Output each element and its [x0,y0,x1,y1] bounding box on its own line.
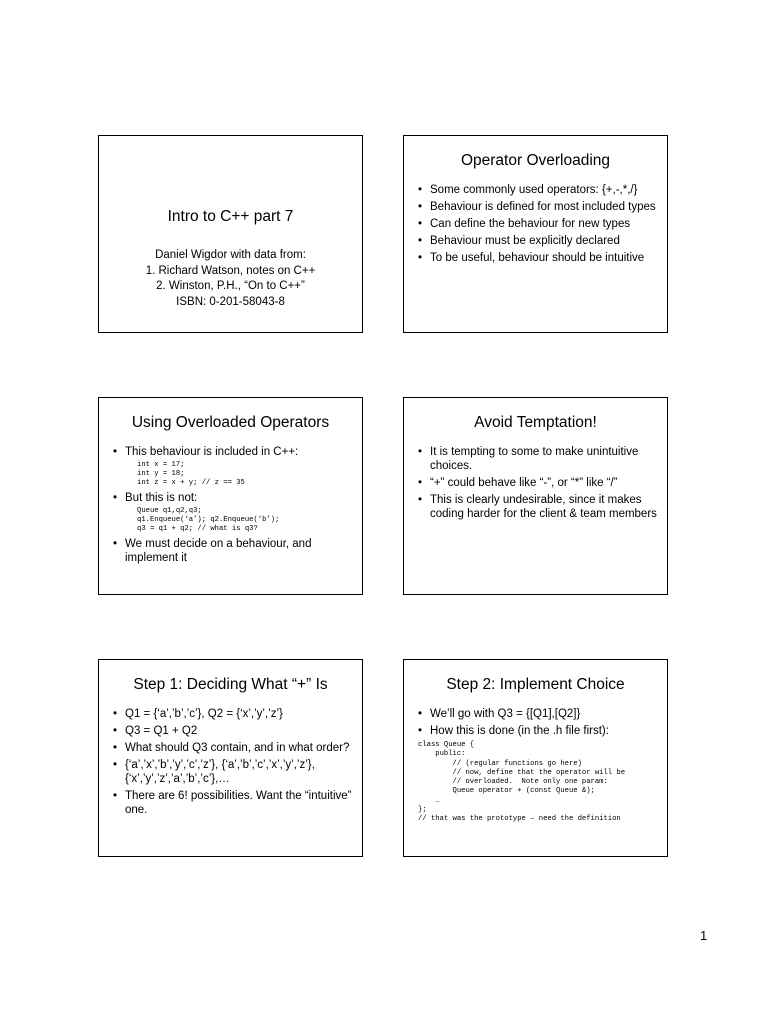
bullet-item: • How this is done (in the .h file first): [418,724,659,738]
bullet-text: But this is not: [125,492,198,504]
bullet-item: • We’ll go with Q3 = {[Q1],[Q2]} [418,707,659,721]
bullet-text: This behaviour is included in C++: [125,446,299,458]
bullet-item: • Behaviour must be explicitly declared [418,234,659,248]
slide-title: Step 1: Deciding What “+” Is [133,676,328,693]
bullet-item [113,491,354,534]
slide-6 [403,659,668,857]
slide-2 [403,135,668,333]
subtitle-line: Daniel Wigdor with data from: [155,249,306,261]
slide-3 [98,397,363,595]
bullet-list [99,707,362,820]
slide-subtitle [99,248,362,310]
slide-title: Intro to C++ part 7 [167,208,294,225]
bullet-item: • This is clearly undesirable, since it makes coding harder for the client & team members [418,493,659,521]
bullet-item: • Q3 = Q1 + Q2 [113,724,354,738]
bullet-item: • {‘a’,’x’,’b’,’y’,’c’,’z’}, {‘a’,’b’,’c’,’x’,’y’,’z’}, {‘x’,’y’,’z’,’a’,’b’,’c’},… [113,758,354,786]
bullet-item: • We must decide on a behaviour, and implement it [113,537,354,565]
bullet-list [99,445,362,568]
slide-title: Using Overloaded Operators [131,414,330,431]
subtitle-line: ISBN: 0-201-58043-8 [176,295,285,308]
code-snippet: int x = 17; int y = 18; int z = x + y; // z == 35 [137,461,245,487]
page-number: 1 [700,928,708,943]
subtitle-line: 2. Winston, P.H., “On to C++” [156,280,305,292]
subtitle-line: 1. Richard Watson, notes on C++ [145,264,316,277]
bullet-item: • It is tempting to some to make unintuitive choices. [418,445,659,473]
slide-title: Avoid Temptation! [474,414,597,431]
bullet-item: • Behaviour is defined for most included types [418,200,659,214]
slide-5 [98,659,363,857]
bullet-item [113,445,354,488]
bullet-item: • “+” could behave like “-”, or “*” like “/” [418,476,659,490]
bullet-item: • What should Q3 contain, and in what order? [113,741,354,755]
slide-1 [98,135,363,333]
bullet-item: • Q1 = {‘a’,’b’,’c’}, Q2 = {‘x’,’y’,’z’} [113,707,354,721]
code-snippet: Queue q1,q2,q3; q1.Enqueue(‘a’); q2.Enqueue(‘b’); q3 = q1 + q2; // what is q3? [137,507,280,533]
bullet-list [404,445,667,524]
bullet-list [404,183,667,268]
bullet-item: • To be useful, behaviour should be intuitive [418,251,659,265]
slide-4 [403,397,668,595]
bullet-item: • Some commonly used operators: {+,-,*,/} [418,183,659,197]
slide-title: Step 2: Implement Choice [446,676,625,693]
bullet-item: • There are 6! possibilities. Want the “intuitive” one. [113,789,354,817]
bullet-list [404,707,667,738]
code-block: class Queue { public: // (regular functions go here) // now, define that the operator will be // overloaded. Note only one param: Queue operator + (const Queue &); … }; // that was the prototype – need the definition [418,741,626,824]
bullet-item: • Can define the behaviour for new types [418,217,659,231]
slide-title: Operator Overloading [460,152,611,169]
